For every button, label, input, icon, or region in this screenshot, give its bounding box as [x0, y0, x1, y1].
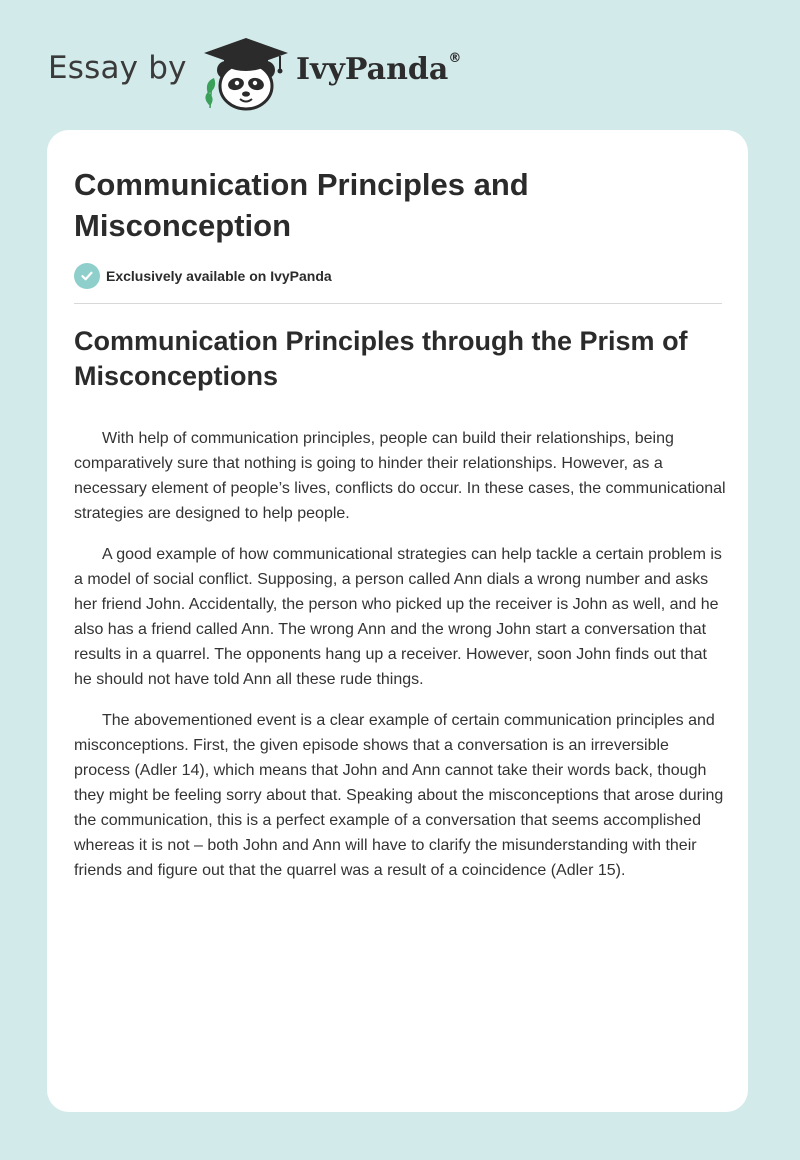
article-card [47, 130, 748, 1112]
exclusive-label: Exclusively available on IvyPanda [106, 268, 332, 284]
panda-graduate-icon [200, 36, 292, 112]
registered-mark: ® [448, 51, 462, 66]
article-body [74, 426, 726, 899]
section-heading: Communication Principles through the Prism of Misconceptions [74, 326, 688, 391]
brand-text: IvyPanda [296, 52, 449, 87]
check-icon [74, 263, 100, 289]
divider [74, 303, 722, 304]
exclusive-badge [74, 263, 332, 289]
page-title: Communication Principles and Misconception [74, 167, 529, 243]
essay-by-label: Essay by [48, 50, 187, 86]
brand-name[interactable] [296, 52, 461, 87]
paragraph: With help of communication principles, people can build their relationships, being comparatively sure that nothing is going to hinder their relationships. However, as a necessary element of people’s lives, conflicts do occur. In these cases, the communicational strategies are designed to help people. [74, 430, 726, 522]
paragraph: A good example of how communicational strategies can help tackle a certain problem is a model of social conflict. Supposing, a person called Ann dials a wrong number and asks her friend John. Accidentally, the person who picked up the receiver is John as well, and he also has a friend called Ann. The wrong Ann and the wrong John start a conversation that results in a quarrel. The opponents hang up a receiver. However, soon John finds out that he should not have told Ann all these rude things. [74, 546, 722, 688]
site-header [0, 0, 800, 130]
paragraph: The abovementioned event is a clear example of certain communication principles and misconceptions. First, the given episode shows that a conversation is an irreversible process (Adler 14), which means that John and Ann cannot take their words back, though they might be feeling sorry about that. Speaking about the misconceptions that arose during the communication, this is a perfect example of a conversation that seems accomplished whereas it is not – both John and Ann will have to clarify the misunderstanding with their friends and figure out that the quarrel was a result of a coincidence (Adler 15). [74, 712, 724, 879]
